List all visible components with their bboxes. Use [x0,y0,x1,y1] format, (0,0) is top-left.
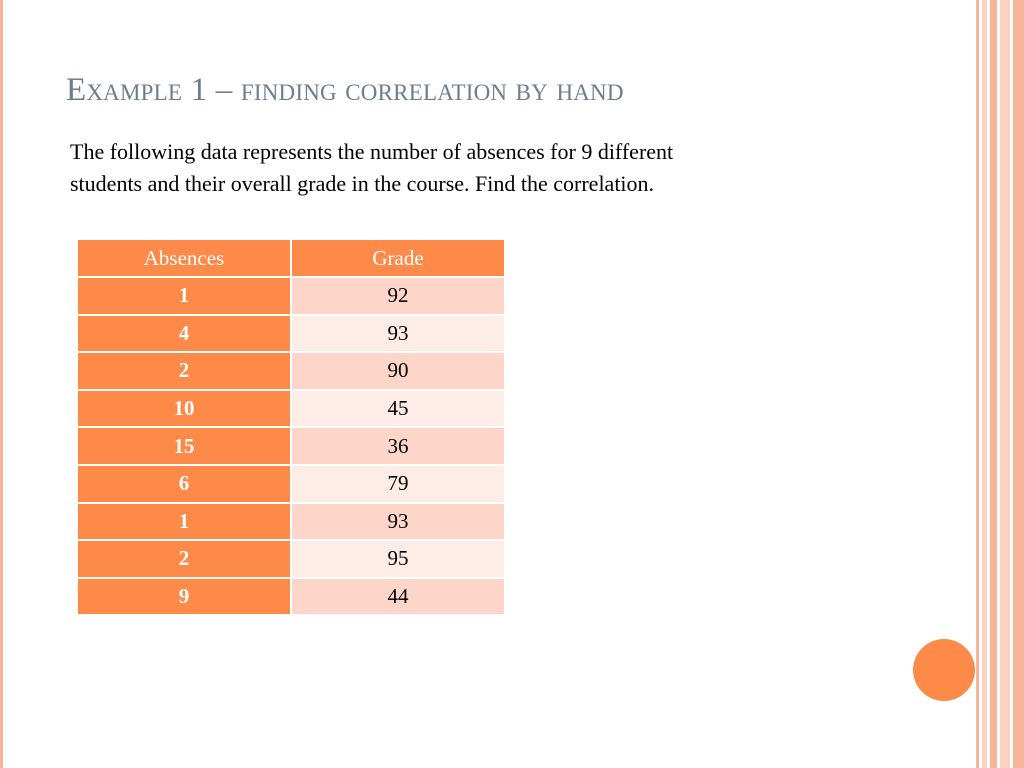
table-row [77,578,505,616]
absences-cell: 1 [77,503,291,541]
decor-stripe [982,0,987,768]
left-border [0,0,3,768]
body-line: students and their overall grade in the course. Find the correlation. [70,170,655,196]
decor-stripe [990,0,997,768]
body-line: The following data represents the number of absences for 9 different [70,139,674,164]
grade-cell: 90 [291,352,505,390]
decor-stripe [976,0,979,768]
absences-cell: 15 [77,427,291,465]
table-row [77,540,505,578]
absences-cell: 2 [77,540,291,578]
grade-cell: 79 [291,465,505,503]
decor-circle [913,639,975,701]
table-row [77,315,505,353]
absences-cell: 2 [77,352,291,390]
table-row [77,352,505,390]
decor-stripe [1000,0,1010,768]
absences-cell: 6 [77,465,291,503]
table-row [77,465,505,503]
header-absences: Absences [77,239,291,277]
grade-cell: 95 [291,540,505,578]
body-text [70,136,920,199]
data-table [76,238,506,616]
grade-cell: 92 [291,277,505,315]
table-row [77,390,505,428]
slide-title: Example 1 – finding correlation by hand [66,72,624,108]
grade-cell: 93 [291,503,505,541]
grade-cell: 45 [291,390,505,428]
grade-cell: 36 [291,427,505,465]
absences-cell: 1 [77,277,291,315]
grade-cell: 93 [291,315,505,353]
decor-stripe [1013,0,1024,768]
absences-cell: 4 [77,315,291,353]
table-header-row [77,239,505,277]
absences-cell: 9 [77,578,291,616]
table-row [77,277,505,315]
header-grade: Grade [291,239,505,277]
grade-cell: 44 [291,578,505,616]
absences-cell: 10 [77,390,291,428]
table-row [77,503,505,541]
table-row [77,427,505,465]
